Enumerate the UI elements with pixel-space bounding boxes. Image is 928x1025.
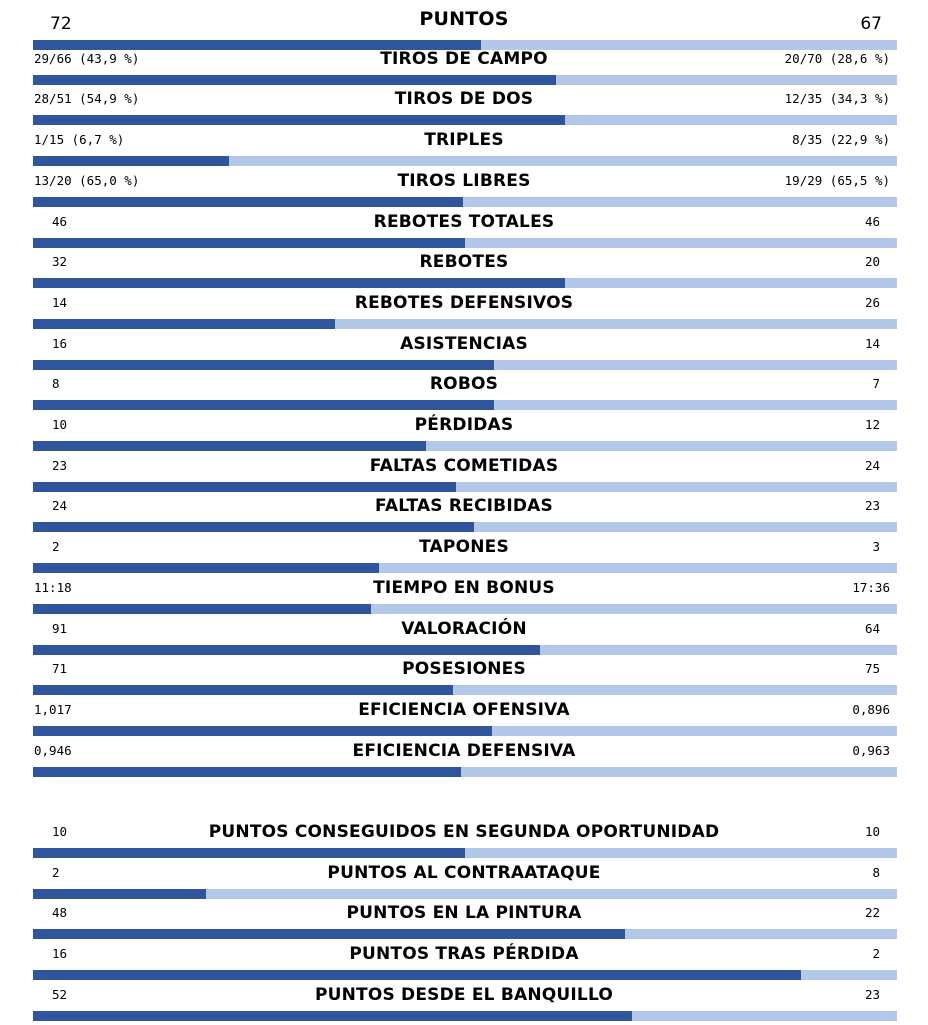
stat-bar-away (33, 115, 897, 125)
stat-label: TIROS DE CAMPO (380, 49, 548, 69)
stat-away-value: 64 (864, 621, 880, 636)
stat-row (0, 212, 928, 252)
stat-label: REBOTES DEFENSIVOS (354, 293, 574, 313)
stat-bar-home (33, 319, 335, 329)
stat-away-value: 22 (864, 905, 880, 920)
stat-away-value: 26 (864, 295, 880, 310)
stat-bar-home (33, 1011, 632, 1021)
stat-row (0, 619, 928, 659)
stat-bar-away (33, 1011, 897, 1021)
stat-home-value: 28/51 (54,9 %) (34, 91, 140, 106)
stat-away-value: 24 (864, 458, 880, 473)
stat-bar-home (33, 75, 556, 85)
stat-bar-home (33, 400, 494, 410)
stat-row (0, 985, 928, 1025)
stat-home-value: 8 (52, 376, 60, 391)
stat-row (0, 863, 928, 903)
stat-home-value: 46 (52, 214, 68, 229)
stat-row (0, 89, 928, 129)
stat-label: TIEMPO EN BONUS (373, 578, 555, 598)
stat-label: REBOTES (419, 252, 509, 272)
stat-label: PUNTOS AL CONTRAATAQUE (327, 863, 601, 883)
stat-home-value: 11:18 (34, 580, 72, 595)
stat-row (0, 8, 928, 48)
stat-row (0, 293, 928, 333)
stat-away-value: 46 (864, 214, 880, 229)
stat-bar-home (33, 563, 379, 573)
stat-label: PUNTOS DESDE EL BANQUILLO (314, 985, 614, 1005)
stat-bar-away (33, 197, 897, 207)
stat-home-value: 1,017 (34, 702, 72, 717)
stat-bar-home (33, 726, 492, 736)
stat-home-value: 16 (52, 336, 68, 351)
stat-bar-home (33, 238, 465, 248)
stat-bar-away (33, 889, 897, 899)
stat-bar-away (33, 685, 897, 695)
stat-row (0, 903, 928, 943)
stat-home-value: 10 (52, 417, 68, 432)
stat-bar-away (33, 645, 897, 655)
stat-bar-home (33, 970, 801, 980)
stat-away-value: 75 (864, 661, 880, 676)
stat-home-value: 24 (52, 498, 68, 513)
stat-row (0, 822, 928, 862)
stat-row (0, 456, 928, 496)
stat-home-value: 32 (52, 254, 68, 269)
stat-away-value: 8/35 (22,9 %) (792, 132, 890, 147)
stat-home-value: 1/15 (6,7 %) (34, 132, 125, 147)
stat-label: TIROS DE DOS (394, 89, 534, 109)
stat-label: EFICIENCIA DEFENSIVA (352, 741, 576, 761)
stat-home-value: 52 (52, 987, 68, 1002)
stat-label: PUNTOS (419, 8, 509, 30)
stat-row (0, 741, 928, 781)
stat-home-value: 48 (52, 905, 68, 920)
stat-row (0, 496, 928, 536)
stat-label: TIROS LIBRES (397, 171, 531, 191)
stat-away-value: 8 (872, 865, 880, 880)
stat-bar-home (33, 197, 463, 207)
stat-bar-away (33, 278, 897, 288)
stat-home-value: 14 (52, 295, 68, 310)
stat-bar-home (33, 604, 371, 614)
stat-home-value: 2 (52, 539, 60, 554)
stat-bar-home (33, 360, 494, 370)
stat-bar-home (33, 929, 625, 939)
stat-bar-away (33, 482, 897, 492)
stat-home-value: 23 (52, 458, 68, 473)
stat-row (0, 659, 928, 699)
stat-home-value: 16 (52, 946, 68, 961)
stat-row (0, 334, 928, 374)
stat-home-value: 2 (52, 865, 60, 880)
stat-label: VALORACIÓN (401, 619, 527, 639)
stat-bar-away (33, 767, 897, 777)
stat-home-value: 13/20 (65,0 %) (34, 173, 140, 188)
stat-away-value: 19/29 (65,5 %) (784, 173, 890, 188)
stat-row (0, 171, 928, 211)
stat-away-value: 14 (864, 336, 880, 351)
stat-label: PUNTOS CONSEGUIDOS EN SEGUNDA OPORTUNIDAD (208, 822, 720, 842)
stat-label: EFICIENCIA OFENSIVA (358, 700, 570, 720)
stat-label: TAPONES (419, 537, 509, 557)
stat-label: ROBOS (429, 374, 499, 394)
stat-row (0, 537, 928, 577)
stat-bar-away (33, 156, 897, 166)
stat-label: FALTAS COMETIDAS (369, 456, 559, 476)
stat-away-value: 2 (872, 946, 880, 961)
stat-bar-home (33, 522, 474, 532)
stat-bar-home (33, 156, 229, 166)
stat-bar-away (33, 604, 897, 614)
stat-bar-home (33, 889, 206, 899)
stat-label: ASISTENCIAS (400, 334, 528, 354)
stat-bar-home (33, 767, 461, 777)
stat-bar-home (33, 115, 565, 125)
stat-away-value: 12 (864, 417, 880, 432)
stat-bar-home (33, 848, 465, 858)
stat-bar-away (33, 970, 897, 980)
stat-home-value: 0,946 (34, 743, 72, 758)
stat-row (0, 49, 928, 89)
stat-label: PUNTOS TRAS PÉRDIDA (349, 944, 579, 964)
stat-bar-home (33, 685, 453, 695)
stat-row (0, 130, 928, 170)
stat-row (0, 700, 928, 740)
stat-label: PÉRDIDAS (414, 415, 514, 435)
stat-away-value: 0,963 (852, 743, 890, 758)
stat-away-value: 0,896 (852, 702, 890, 717)
stat-bar-home (33, 278, 565, 288)
stat-away-value: 23 (864, 498, 880, 513)
stat-bar-home (33, 482, 456, 492)
stat-bar-away (33, 441, 897, 451)
stat-home-value: 72 (50, 14, 72, 34)
stat-away-value: 23 (864, 987, 880, 1002)
stat-away-value: 20 (864, 254, 880, 269)
stat-bar-away (33, 929, 897, 939)
stat-label: TRIPLES (424, 130, 504, 150)
stat-row (0, 944, 928, 984)
stat-label: FALTAS RECIBIDAS (375, 496, 553, 516)
stat-away-value: 10 (864, 824, 880, 839)
stat-away-value: 12/35 (34,3 %) (784, 91, 890, 106)
stat-label: PUNTOS EN LA PINTURA (346, 903, 582, 923)
stat-bar-away (33, 848, 897, 858)
stat-label: REBOTES TOTALES (373, 212, 555, 232)
stat-label: POSESIONES (402, 659, 526, 679)
stat-home-value: 71 (52, 661, 68, 676)
stat-home-value: 91 (52, 621, 68, 636)
stat-bar-away (33, 400, 897, 410)
stat-bar-away (33, 238, 897, 248)
stat-bar-away (33, 522, 897, 532)
stat-away-value: 20/70 (28,6 %) (784, 51, 890, 66)
stat-away-value: 67 (860, 14, 882, 34)
stat-bar-away (33, 360, 897, 370)
stat-away-value: 17:36 (852, 580, 890, 595)
stat-row (0, 415, 928, 455)
stat-bar-home (33, 441, 426, 451)
stat-bar-away (33, 319, 897, 329)
stat-away-value: 7 (872, 376, 880, 391)
stat-row (0, 578, 928, 618)
stat-bar-away (33, 563, 897, 573)
stat-row (0, 252, 928, 292)
stat-bar-away (33, 75, 897, 85)
stat-row (0, 374, 928, 414)
stat-home-value: 10 (52, 824, 68, 839)
stat-home-value: 29/66 (43,9 %) (34, 51, 140, 66)
stat-bar-away (33, 726, 897, 736)
stat-bar-home (33, 645, 540, 655)
stat-away-value: 3 (872, 539, 880, 554)
